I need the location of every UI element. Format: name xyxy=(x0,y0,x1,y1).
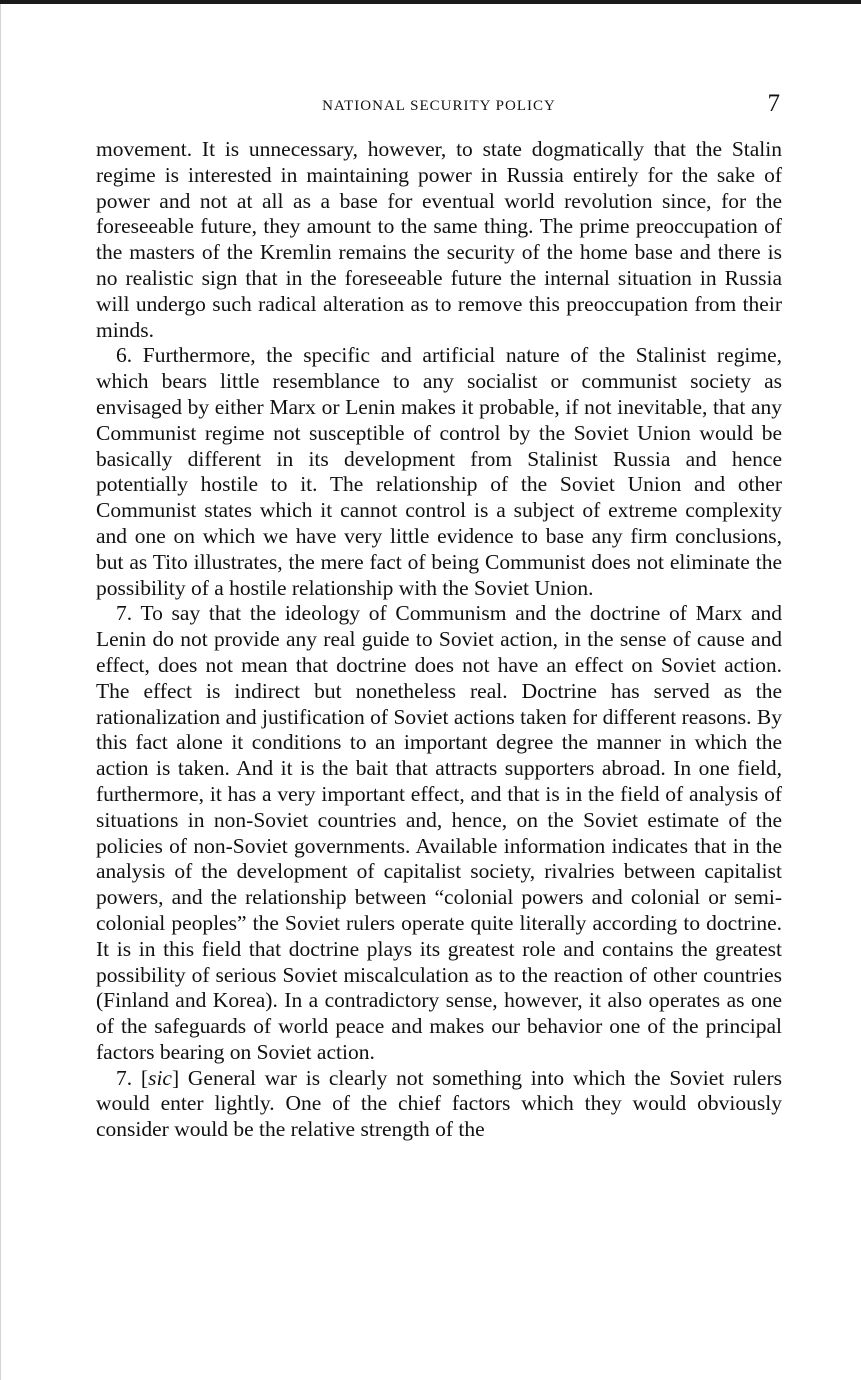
running-title: NATIONAL SECURITY POLICY xyxy=(322,98,556,114)
page-number: 7 xyxy=(767,90,780,117)
sic-marker: sic xyxy=(148,1065,172,1090)
paragraph-7: 7. To say that the ideology of Communism and the doctrine of Marx and Lenin do not provide any real guide to Soviet action, in the sense of cause and effect, does not mean that doctrine does not have an effect on Soviet action. The effect is indirect but nonetheless real. Doctrine has served as the rationalization and justification of Soviet actions taken for different reasons. By this fact alone it conditions to an important degree the manner in which the action is taken. And it is the bait that attracts supporters abroad. In one field, furthermore, it has a very important effect, and that is in the field of analysis of situations in non-Soviet countries and, hence, on the Soviet estimate of the policies of non-Soviet governments. Available information indicates that in the analysis of the development of capitalist society, rivalries between capitalist powers, and the relationship between “colonial powers and colonial or semi-colonial peoples” the Soviet rulers operate quite literally according to doctrine. It is in this field that doctrine plays its greatest role and contains the greatest possibility of serious Soviet miscalculation as to the reaction of other countries (Finland and Korea). In a contradictory sense, however, it also operates as one of the safeguards of world peace and makes our behavior one of the principal factors bearing on Soviet action. xyxy=(96,601,782,1064)
paragraph-6: 6. Furthermore, the specific and artificial nature of the Stalinist regime, which bears little resemblance to any socialist or communist society as envisaged by either Marx or Lenin makes it probable, if not inevitable, that any Communist regime not susceptible of control by the Soviet Union would be basically different in its development from Stalinist Russia and hence potentially hostile to it. The relationship of the Soviet Union and other Communist states which it cannot control is a subject of extreme complexity and one on which we have very little evidence to base any firm conclusions, but as Tito illustrates, the mere fact of being Communist does not eliminate the possibility of a hostile relationship with the Soviet Union. xyxy=(96,343,782,600)
paragraph-continuation: movement. It is unnecessary, however, to state dogmatically that the Stalin regime is interested in maintaining power in Russia entirely for the sake of power and not at all as a base for eventual world revolution since, for the foreseeable future, they amount to the same thing. The prime preoccupation of the masters of the Kremlin remains the security of the home base and there is no realistic sign that in the foreseeable future the internal situation in Russia will undergo such radical alteration as to remove this preoccupation from their minds. xyxy=(96,137,782,342)
page-left-edge xyxy=(0,4,1,1380)
body-text xyxy=(96,137,782,1143)
paragraph-7-sic xyxy=(96,1066,782,1143)
top-edge-rule xyxy=(0,0,861,4)
running-header xyxy=(96,90,782,122)
paragraph-text: ] General war is clearly not something into which the Soviet rulers would enter lightly. One of the chief factors which they would obviously consider would be the relative strength of the xyxy=(96,1065,782,1142)
paragraph-number: 7. [ xyxy=(116,1065,149,1090)
